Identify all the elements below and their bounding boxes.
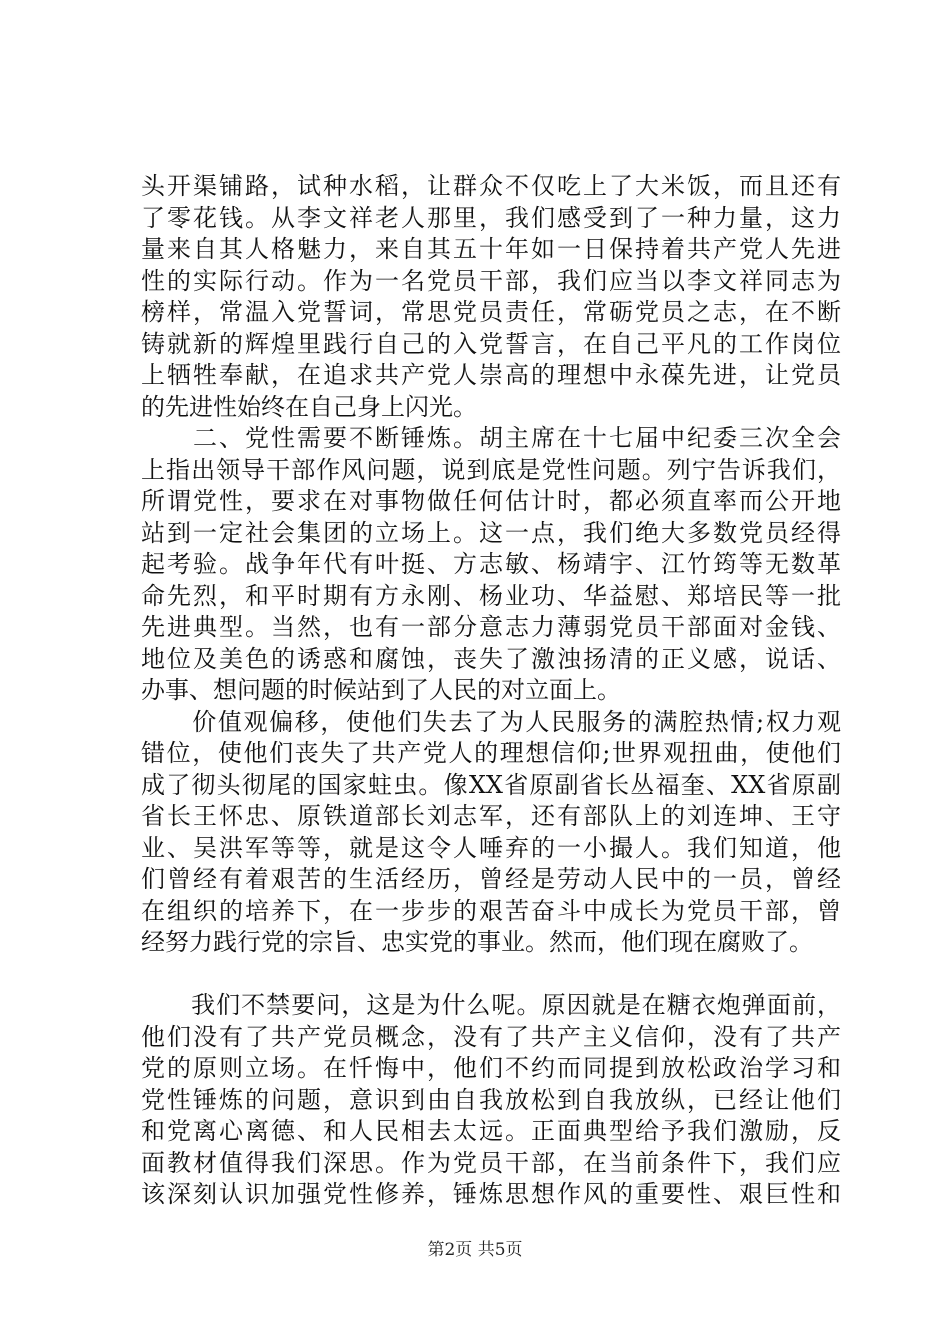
text-line: 省长王怀忠、原铁道部长刘志军，还有部队上的刘连坤、王守 bbox=[141, 802, 841, 830]
text-line: 党性锤炼的问题，意识到由自我放松到自我放纵，已经让他们 bbox=[141, 1085, 841, 1114]
text-line: 量来自其人格魅力，来自其五十年如一日保持着共产党人先进 bbox=[141, 235, 841, 263]
text-line: 起考验。战争年代有叶挺、方志敏、杨靖宇、江竹筠等无数革 bbox=[141, 550, 841, 578]
text-line: 他们没有了共产党员概念，没有了共产主义信仰，没有了共产 bbox=[141, 1022, 841, 1051]
text-line: 成了彻头彻尾的国家蛀虫。像XX省原副省长丛福奎、XX省原副 bbox=[141, 770, 841, 799]
text-line: 铸就新的辉煌里践行自己的入党誓言，在自己平凡的工作岗位 bbox=[141, 329, 841, 358]
text-line: 榜样，常温入党誓词，常思党员责任，常砺党员之志，在不断 bbox=[141, 298, 841, 326]
text-line: 该深刻认识加强党性修养，锤炼思想作风的重要性、艰巨性和 bbox=[141, 1180, 841, 1208]
text-line: 业、吴洪军等等，就是这令人唾弃的一小撮人。我们知道，他 bbox=[141, 833, 841, 862]
text-line: 经努力践行党的宗旨、忠实党的事业。然而，他们现在腐败了。 bbox=[141, 928, 813, 956]
text-line: 党的原则立场。在忏悔中，他们不约而同提到放松政治学习和 bbox=[141, 1054, 841, 1082]
text-line: 地位及美色的诱惑和腐蚀，丧失了激浊扬清的正义感，说话、 bbox=[141, 644, 841, 673]
text-line: 站到一定社会集团的立场上。这一点，我们绝大多数党员经得 bbox=[141, 518, 841, 547]
text-line: 头开渠铺路，试种水稻，让群众不仅吃上了大米饭，而且还有 bbox=[141, 172, 841, 200]
text-line: 上指出领导干部作风问题，说到底是党性问题。列宁告诉我们， bbox=[141, 455, 841, 484]
text-line: 先进典型。当然，也有一部分意志力薄弱党员干部面对金钱、 bbox=[141, 613, 841, 641]
page-number-footer: 第2页 共5页 bbox=[427, 1240, 523, 1260]
text-line: 性的实际行动。作为一名党员干部，我们应当以李文祥同志为 bbox=[141, 266, 841, 295]
text-line: 和党离心离德、和人民相去太远。正面典型给予我们激励，反 bbox=[141, 1117, 841, 1145]
text-line: 价值观偏移，使他们失去了为人民服务的满腔热情;权力观 bbox=[141, 707, 841, 736]
text-line: 命先烈，和平时期有方永刚、杨业功、华益慰、郑培民等一批 bbox=[141, 581, 841, 610]
text-line: 办事、想问题的时候站到了人民的对立面上。 bbox=[141, 676, 621, 704]
paragraph-gap bbox=[141, 959, 841, 991]
text-line: 在组织的培养下，在一步步的艰苦奋斗中成长为党员干部，曾 bbox=[141, 896, 841, 925]
text-line: 二、党性需要不断锤炼。胡主席在十七届中纪委三次全会 bbox=[141, 424, 841, 452]
text-line: 我们不禁要问，这是为什么呢。原因就是在糖衣炮弹面前， bbox=[141, 991, 841, 1019]
text-line: 的先进性始终在自己身上闪光。 bbox=[141, 392, 477, 421]
text-line: 上牺牲奉献，在追求共产党人崇高的理想中永葆先进，让党员 bbox=[141, 361, 841, 389]
text-line: 面教材值得我们深思。作为党员干部，在当前条件下，我们应 bbox=[141, 1148, 841, 1177]
text-line: 们曾经有着艰苦的生活经历，曾经是劳动人民中的一员，曾经 bbox=[141, 865, 841, 893]
text-line: 了零花钱。从李文祥老人那里，我们感受到了一种力量，这力 bbox=[141, 203, 841, 232]
text-line: 所谓党性，要求在对事物做任何估计时，都必须直率而公开地 bbox=[141, 487, 841, 515]
body-text bbox=[141, 171, 841, 1211]
text-line: 错位，使他们丧失了共产党人的理想信仰;世界观扭曲，使他们 bbox=[141, 739, 841, 767]
